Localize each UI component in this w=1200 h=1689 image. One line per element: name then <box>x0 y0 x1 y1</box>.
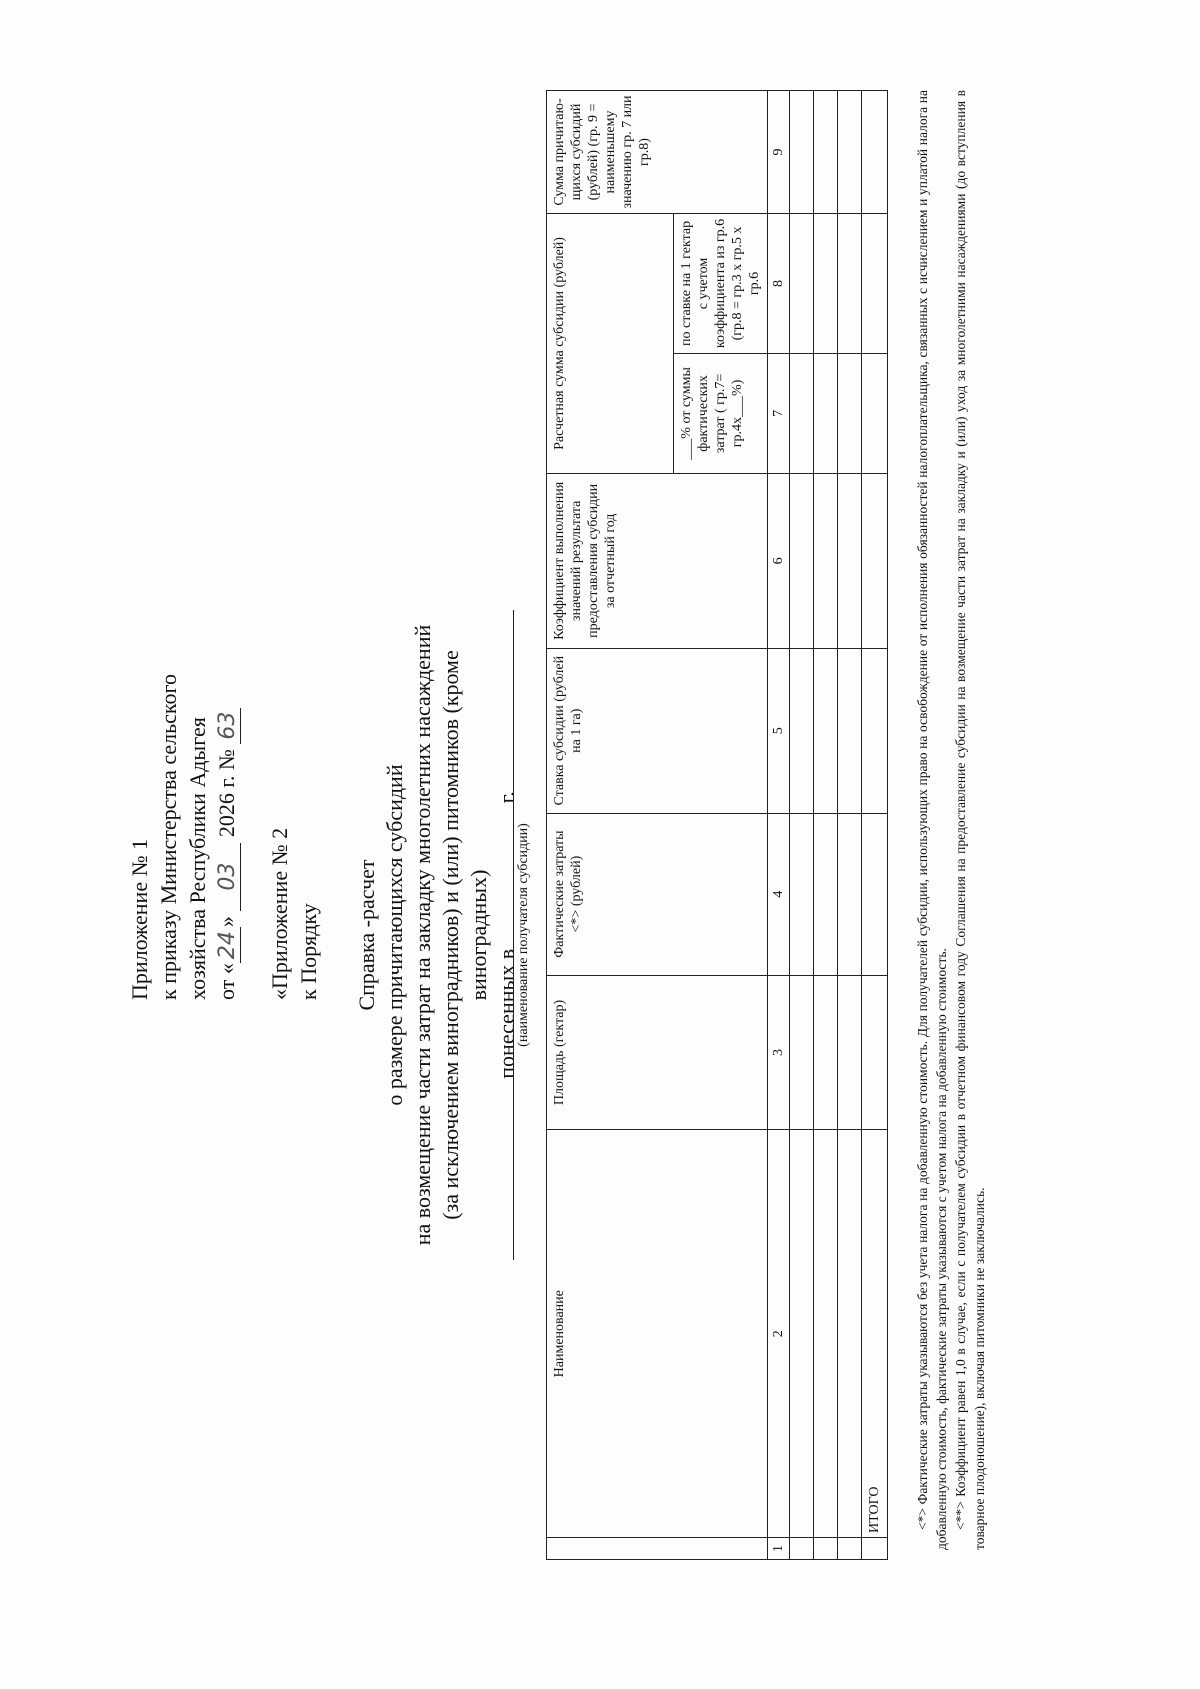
col-number: 6 <box>768 473 790 648</box>
col-number: 7 <box>768 353 790 473</box>
column-number-row <box>768 91 790 1560</box>
table-cell <box>814 648 838 813</box>
col-number: 4 <box>768 813 790 975</box>
table-cell <box>790 91 814 214</box>
table-cell <box>814 1130 838 1538</box>
footnote-1: <*> Фактические затраты указываются без учета налога на добавленную стоимость. Для получателей субсидии, использующих право на освобождение от исполнения обязанностей налогоплательщика, связанных с исчислением и уплатой налога на добавленную стоимость, фактические затраты указываются с учетом налога на добавленную стоимость. <box>915 90 949 1550</box>
footnote-2: <**> Коэффициент равен 1,0 в случае, если с получателем субсидии в отчетном финансовом году Соглашения на предоставление субсидии на возмещение части затрат на закладку и (или) уход за многолетними насаждениями (до вступления в товарное плодоношение), включая питомники не заключались. <box>953 90 987 1550</box>
annex2-line-2: к Порядку <box>296 903 321 1000</box>
table-cell <box>814 473 838 648</box>
title-line-4: (за исключением виноградников) и (или) питомников (кроме виноградных) <box>438 650 491 1220</box>
col-number: 9 <box>768 91 790 214</box>
table-cell <box>790 353 814 473</box>
annex-date-line <box>212 674 242 1000</box>
title-period-prefix: понесенных в <box>494 948 519 1079</box>
footnotes <box>913 90 989 1550</box>
header-cell-1 <box>547 1538 768 1560</box>
table-cell <box>838 648 862 813</box>
table-cell <box>790 648 814 813</box>
table-cell <box>862 648 888 813</box>
table-cell <box>814 1538 838 1560</box>
header-actual-costs: Фактические затраты <*> (рублей) <box>547 813 768 975</box>
table-cell <box>814 353 838 473</box>
table-cell <box>790 473 814 648</box>
rotated-document <box>113 50 1113 1590</box>
handwritten-month: 03 <box>215 843 241 911</box>
total-row <box>862 91 888 1560</box>
handwritten-number: 63 <box>215 708 241 744</box>
table-cell <box>862 1538 888 1560</box>
table-cell <box>838 91 862 214</box>
table-cell <box>814 813 838 975</box>
table-cell <box>838 1130 862 1538</box>
table-cell <box>814 91 838 214</box>
header-total-sum: Сумма причитаю-щихся субсидий (рублей) (гр. 9 = наименьшему значению гр. 7 или гр.8) <box>547 91 768 214</box>
date-prefix: от « <box>214 963 239 1000</box>
col-number: 1 <box>768 1538 790 1560</box>
table-cell <box>862 91 888 214</box>
total-label: ИТОГО <box>862 1130 888 1538</box>
document-title <box>353 610 521 1260</box>
table-cell <box>862 473 888 648</box>
col-number: 8 <box>768 214 790 354</box>
table-cell <box>862 214 888 354</box>
handwritten-day: 24 <box>215 927 241 963</box>
table-cell <box>814 214 838 354</box>
table-cell <box>838 353 862 473</box>
table-cell <box>862 813 888 975</box>
header-percent-of-costs: ___% от суммы фактических затрат ( гр.7= гр.4х___%) <box>674 353 768 473</box>
table-cell <box>790 975 814 1130</box>
recipient-caption: (наименование получателя субсидии) <box>516 823 531 1047</box>
table-row <box>814 91 838 1560</box>
col-number: 3 <box>768 975 790 1130</box>
calculation-table <box>546 90 888 1560</box>
annex-line-1: Приложение № 1 <box>127 838 152 1000</box>
table-cell <box>790 214 814 354</box>
header-name: Наименование <box>547 1130 768 1538</box>
year-text: 2026 г. № <box>214 749 239 838</box>
annex-line-3: хозяйства Республики Адыгея <box>185 717 210 1000</box>
recipient-name-line <box>513 610 514 1260</box>
col-number: 5 <box>768 648 790 813</box>
annex-header <box>125 674 242 1000</box>
table-cell <box>838 473 862 648</box>
table-cell <box>790 813 814 975</box>
header-subsidy-rate: Ставка субсидии (рублей на 1 га) <box>547 648 768 813</box>
annex2-header <box>265 828 323 1000</box>
table-row <box>838 91 862 1560</box>
table-cell <box>838 1538 862 1560</box>
table-cell <box>814 975 838 1130</box>
annex-line-2: к приказу Министерства сельского <box>156 674 181 1000</box>
table-cell <box>862 975 888 1130</box>
header-row-1 <box>547 91 674 1560</box>
table-row <box>790 91 814 1560</box>
title-line-1: Справка -расчет <box>354 859 379 1011</box>
table-cell <box>790 1538 814 1560</box>
annex2-line-1: «Приложение № 2 <box>267 827 292 1000</box>
col-number: 2 <box>768 1130 790 1538</box>
date-mid: » <box>214 916 239 928</box>
table-cell <box>838 214 862 354</box>
title-period-suffix: г. <box>494 791 519 804</box>
table-cell <box>838 813 862 975</box>
header-coefficient: Коэффициент выполнения значений результата предоставления субсидии за отчетный год <box>547 473 768 648</box>
table-cell <box>838 975 862 1130</box>
header-per-hectare: по ставке на 1 гектар с учетом коэффициента из гр.6 (гр.8 = гр.3 х гр.5 х гр.6 <box>674 214 768 354</box>
table-cell <box>790 1130 814 1538</box>
title-line-3: на возмещение части затрат на закладку многолетних насаждений <box>410 624 435 1246</box>
header-calculated-sum: Расчетная сумма субсидии (рублей) <box>547 214 674 474</box>
table-cell <box>862 353 888 473</box>
title-line-2: о размере причитающихся субсидий <box>382 764 407 1106</box>
header-area: Площадь (гектар) <box>547 975 768 1130</box>
